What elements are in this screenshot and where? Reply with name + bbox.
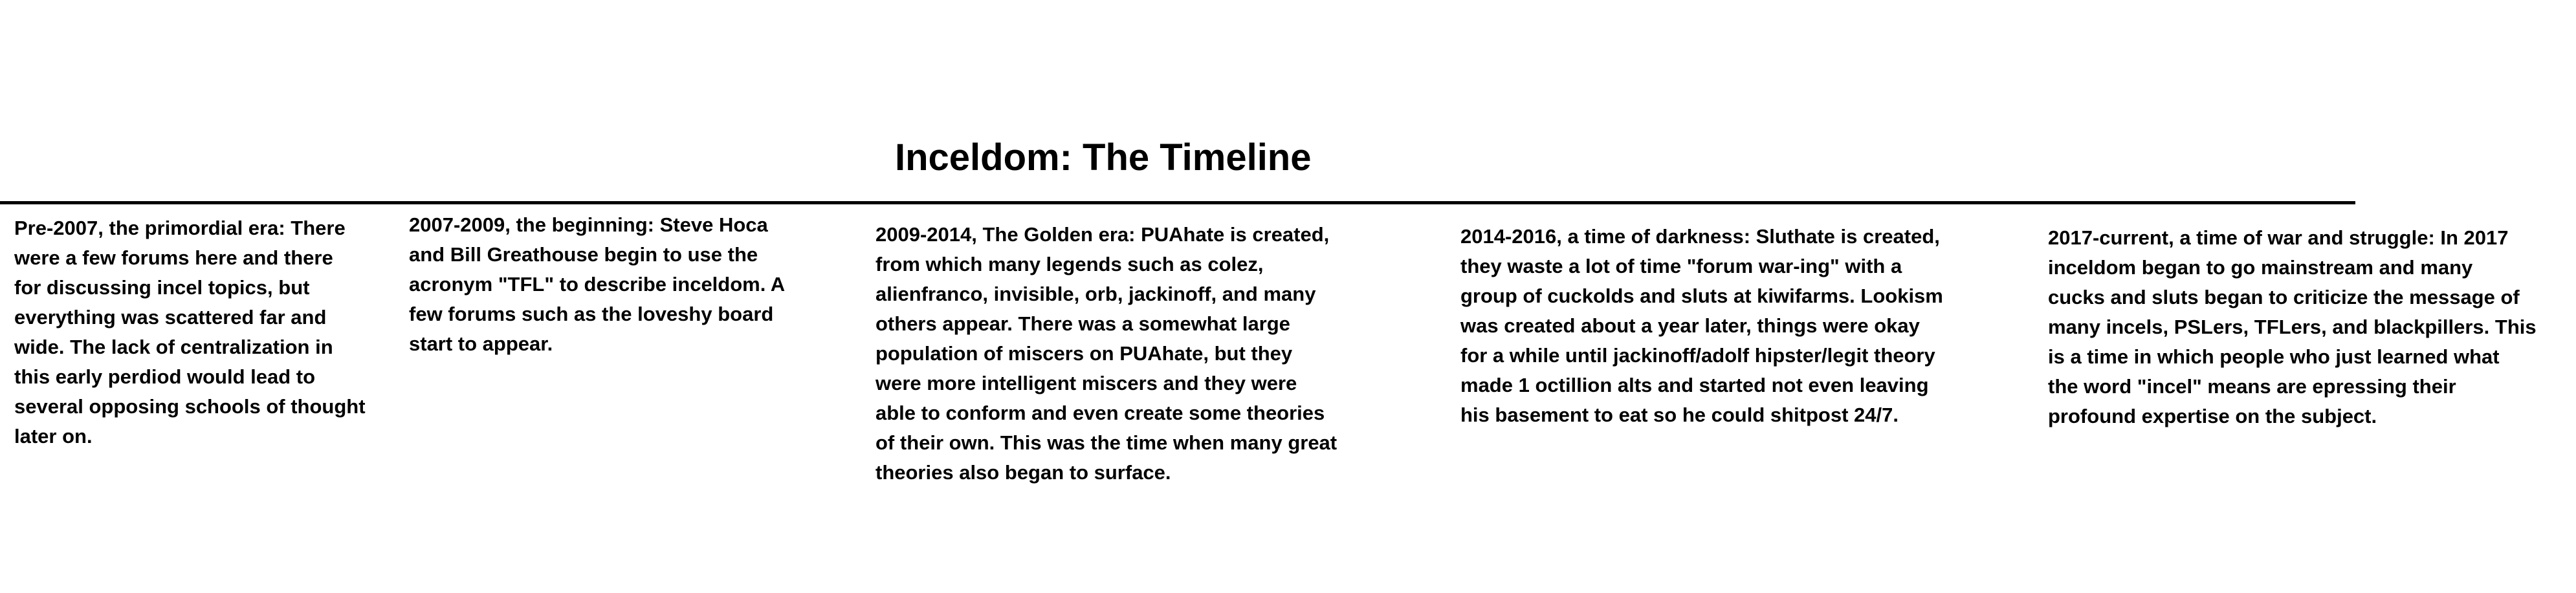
era-2009-2014: 2009-2014, The Golden era: PUAhate is created, from which many legends such as colez, alienfranco, invisible, orb, jackinoff, and many others appear. There was a somewhat large population of miscers on PUAhate, but they were more intelligent miscers and they were able to conform and even create some theories of their own. This was the time when many great theories also began to surface. xyxy=(875,223,1338,484)
era-pre-2007: Pre-2007, the primordial era: There were a few forums here and there for discussing incel topics, but everything was scattered far and wide. The lack of centralization in this early perdiod would lead to several opposing schools of thought later on. xyxy=(14,217,366,447)
era-2014-2016: 2014-2016, a time of darkness: Sluthate is created, they waste a lot of time "forum war-ing" with a group of cuckolds and sluts at kiwifarms. Lookism was created about a year later, things were okay for a while until jackinoff/adolf hipster/legit theory made 1 octillion alts and started not even leaving his basement to eat so he could shitpost 24/7. xyxy=(1460,225,1943,426)
era-2017-current: 2017-current, a time of war and struggle: In 2017 inceldom began to go mainstream and many cucks and sluts began to criticize the message of many incels, PSLers, TFLers, and blackpillers. This is a time in which people who just learned what the word "incel" means are epressing their profound expertise on the subject. xyxy=(2048,226,2537,427)
page-title: Inceldom: The Timeline xyxy=(895,136,1312,178)
timeline-line xyxy=(0,201,2355,204)
era-2007-2009: 2007-2009, the beginning: Steve Hoca and Bill Greathouse begin to use the acronym "TFL" to describe inceldom. A few forums such as the loveshy board start to appear. xyxy=(409,213,786,355)
